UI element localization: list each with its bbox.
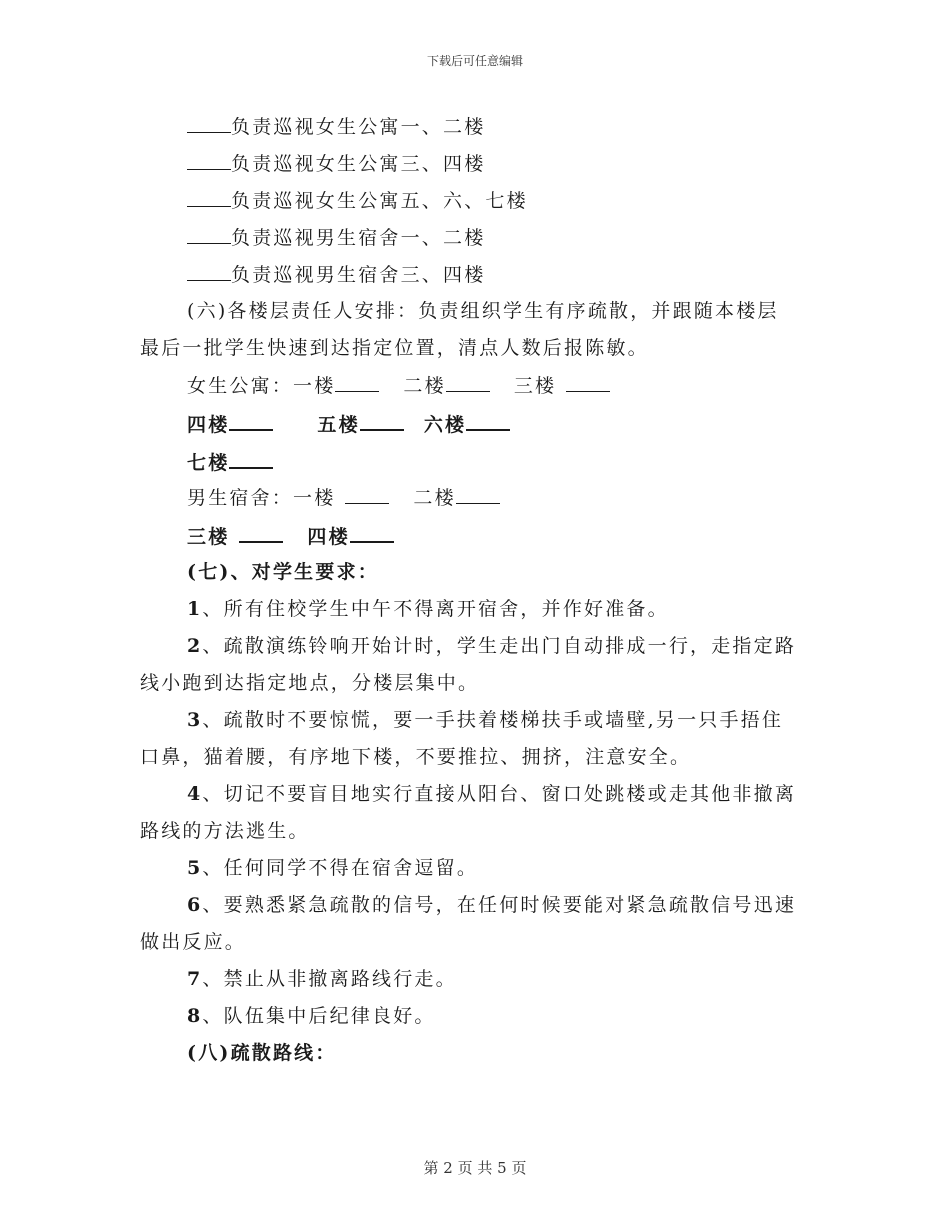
section7-title: (七)、对学生要求：	[187, 561, 379, 583]
patrol-line-3: 负责巡视女生公寓五、六、七楼	[187, 188, 528, 213]
requirement-2: 2、疏散演练铃响开始计时，学生走出门自动排成一行，走指定路	[187, 635, 797, 657]
patrol-line-2: 负责巡视女生公寓三、四楼	[187, 151, 485, 176]
female-floors-row-1: 女生公寓：一楼 二楼 三楼	[187, 373, 610, 398]
requirement-1: 1、所有住校学生中午不得离开宿舍，并作好准备。	[187, 598, 669, 620]
page-footer: 第 2 页 共 5 页	[423, 1159, 527, 1177]
blank-field[interactable]	[456, 485, 500, 504]
requirement-2-cont: 线小跑到达指定地点，分楼层集中。	[140, 672, 480, 694]
blank-field[interactable]	[335, 373, 379, 392]
blank-field[interactable]	[239, 523, 283, 543]
requirement-6-cont: 做出反应。	[140, 931, 247, 953]
patrol-line-1: 负责巡视女生公寓一、二楼	[187, 114, 485, 139]
blank-field[interactable]	[345, 485, 389, 504]
female-floors-row-2: 四楼 五楼 六楼	[187, 411, 510, 437]
female-floors-row-3: 七楼	[187, 449, 273, 475]
section6-line-2: 最后一批学生快速到达指定位置，清点人数后报陈敏。	[140, 337, 649, 359]
requirement-4: 4、切记不要盲目地实行直接从阳台、窗口处跳楼或走其他非撤离	[187, 783, 797, 805]
blank-field[interactable]	[229, 449, 273, 469]
blank-field[interactable]	[187, 188, 231, 207]
page-header: 下载后可任意编辑	[426, 54, 523, 68]
blank-field[interactable]	[229, 411, 273, 431]
blank-field[interactable]	[446, 373, 490, 392]
requirement-3: 3、疏散时不要惊慌，要一手扶着楼梯扶手或墙壁,另一只手捂住	[187, 709, 784, 731]
blank-field[interactable]	[360, 411, 404, 431]
section8-title: (八)疏散路线：	[187, 1042, 337, 1064]
requirement-5: 5、任何同学不得在宿舍逗留。	[187, 857, 479, 879]
requirement-4-cont: 路线的方法逃生。	[140, 820, 310, 842]
requirement-6: 6、要熟悉紧急疏散的信号，在任何时候要能对紧急疏散信号迅速	[187, 894, 797, 916]
section6-line-1: (六)各楼层责任人安排：负责组织学生有序疏散，并跟随本楼层	[187, 300, 779, 322]
requirement-7: 7、禁止从非撤离路线行走。	[187, 968, 457, 990]
blank-field[interactable]	[187, 262, 231, 281]
blank-field[interactable]	[350, 523, 394, 543]
blank-field[interactable]	[187, 225, 231, 244]
male-floors-row-2: 三楼 四楼	[187, 523, 394, 549]
blank-field[interactable]	[187, 114, 231, 133]
requirement-3-cont: 口鼻，猫着腰，有序地下楼，不要推拉、拥挤，注意安全。	[140, 746, 692, 768]
blank-field[interactable]	[466, 411, 510, 431]
patrol-line-5: 负责巡视男生宿舍三、四楼	[187, 262, 485, 287]
blank-field[interactable]	[187, 151, 231, 170]
male-floors-row-1: 男生宿舍：一楼 二楼	[187, 485, 500, 510]
blank-field[interactable]	[566, 373, 610, 392]
patrol-line-4: 负责巡视男生宿舍一、二楼	[187, 225, 485, 250]
requirement-8: 8、队伍集中后纪律良好。	[187, 1005, 436, 1027]
